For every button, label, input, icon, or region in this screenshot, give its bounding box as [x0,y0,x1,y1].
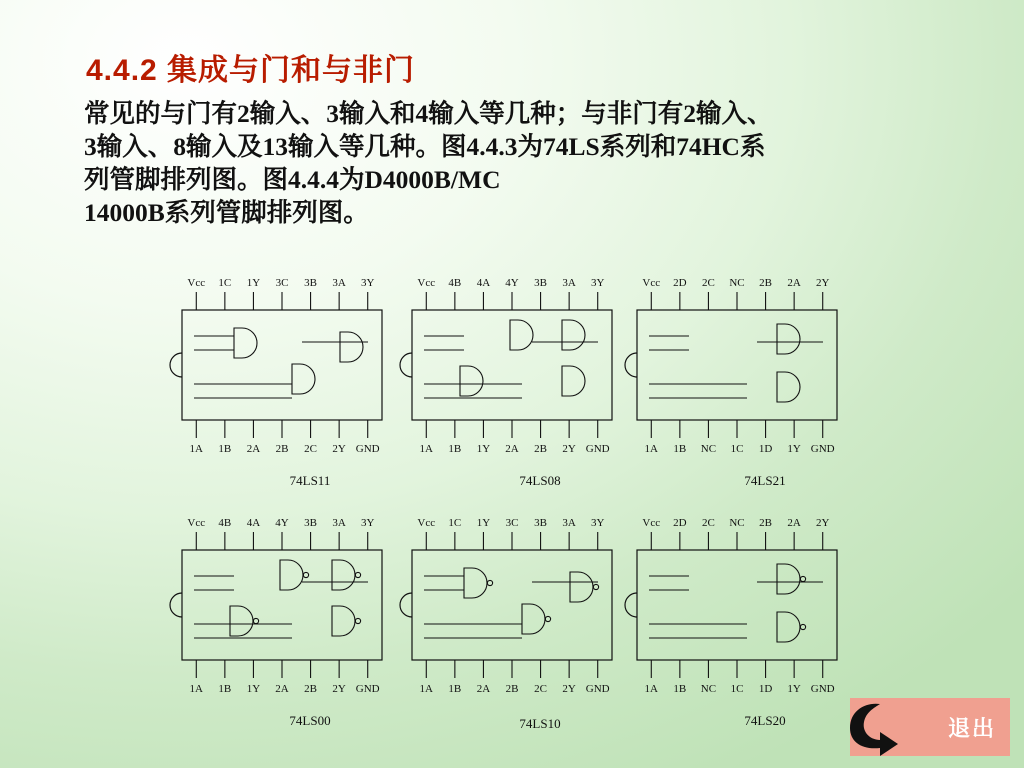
svg-text:2B: 2B [759,517,772,529]
svg-text:GND: GND [585,683,610,695]
svg-text:3C: 3C [505,517,519,529]
svg-text:1Y: 1Y [787,443,801,455]
svg-text:2A: 2A [787,517,801,529]
svg-text:2C: 2C [702,277,715,289]
svg-text:1A: 1A [644,443,659,455]
svg-text:NC: NC [700,683,717,695]
svg-text:1Y: 1Y [476,517,491,529]
svg-text:2Y: 2Y [332,683,346,695]
svg-text:3B: 3B [534,517,547,529]
svg-text:1B: 1B [673,443,687,455]
svg-text:3B: 3B [304,277,317,289]
svg-text:1D: 1D [758,443,773,455]
svg-text:2D: 2D [673,517,687,529]
svg-text:NC: NC [729,517,745,529]
svg-text:2A: 2A [275,683,289,695]
svg-text:1B: 1B [673,683,687,695]
svg-text:1A: 1A [419,443,434,455]
svg-text:2B: 2B [534,443,547,455]
svg-text:2Y: 2Y [562,683,576,695]
svg-text:4Y: 4Y [275,517,289,529]
svg-text:3A: 3A [562,517,576,529]
svg-text:2A: 2A [476,683,491,695]
svg-text:4A: 4A [246,517,261,529]
svg-text:2A: 2A [246,443,261,455]
svg-text:NC: NC [700,443,717,455]
svg-text:3Y: 3Y [360,517,375,529]
chip-caption-74ls11: 74LS11 [289,473,331,488]
svg-text:Vcc: Vcc [417,517,436,529]
svg-text:Vcc: Vcc [642,517,661,529]
svg-text:4Y: 4Y [505,277,519,289]
svg-text:1B: 1B [218,443,232,455]
svg-text:1B: 1B [218,683,232,695]
svg-text:2D: 2D [673,277,687,289]
svg-text:2A: 2A [787,277,801,289]
svg-text:1C: 1C [730,443,744,455]
svg-text:4B: 4B [218,517,232,529]
svg-text:3A: 3A [562,277,576,289]
svg-text:1C: 1C [730,683,744,695]
svg-text:1Y: 1Y [246,683,261,695]
svg-text:1D: 1D [758,683,773,695]
svg-text:3A: 3A [332,517,346,529]
body-line-3: 列管脚排列图。图4.4.4为D4000B/MC [84,165,501,194]
svg-text:2A: 2A [505,443,519,455]
svg-text:3B: 3B [304,517,317,529]
svg-text:2C: 2C [534,683,547,695]
svg-text:2B: 2B [505,683,519,695]
svg-text:GND: GND [355,683,380,695]
svg-text:1Y: 1Y [246,277,261,289]
pinout-diagram-group [0,258,1024,738]
svg-text:2C: 2C [304,443,317,455]
page-title: 4.4.2 集成与门和与非门 [86,54,416,87]
svg-text:2B: 2B [275,443,289,455]
svg-text:GND: GND [355,443,380,455]
svg-text:3B: 3B [534,277,547,289]
svg-text:1Y: 1Y [476,443,491,455]
svg-text:2C: 2C [702,517,715,529]
svg-text:1A: 1A [644,683,659,695]
svg-text:GND: GND [810,683,835,695]
body-text [84,97,964,229]
svg-text:4A: 4A [476,277,491,289]
chip-diagram-74ls21 [615,258,915,488]
chip-diagram-74ls20 [615,498,915,728]
svg-text:Vcc: Vcc [642,277,661,289]
svg-text:NC: NC [729,277,745,289]
svg-text:1C: 1C [448,517,462,529]
svg-text:2B: 2B [304,683,317,695]
svg-text:1A: 1A [189,443,204,455]
svg-text:1A: 1A [419,683,434,695]
body-line-2: 3输入、8输入及13输入等几种。图4.4.3为74LS系列和74HC系 [84,132,766,161]
exit-button-label: 退出 [947,715,996,741]
svg-text:GND: GND [810,443,835,455]
chip-caption-74ls08: 74LS08 [519,473,561,488]
chip-caption-74ls21: 74LS21 [744,473,786,488]
svg-text:4B: 4B [448,277,462,289]
chip-caption-74ls00: 74LS00 [289,713,331,728]
svg-text:1Y: 1Y [787,683,801,695]
svg-text:Vcc: Vcc [187,277,206,289]
svg-text:2Y: 2Y [815,277,830,289]
svg-text:GND: GND [585,443,610,455]
body-line-4: 14000B系列管脚排列图。 [84,198,369,227]
svg-text:3Y: 3Y [590,517,605,529]
svg-text:1C: 1C [218,277,232,289]
svg-text:2Y: 2Y [332,443,346,455]
svg-text:3Y: 3Y [360,277,375,289]
svg-text:2B: 2B [759,277,772,289]
chip-caption-74ls20: 74LS20 [744,713,786,728]
svg-text:Vcc: Vcc [187,517,206,529]
svg-text:3C: 3C [275,277,289,289]
exit-button[interactable] [850,698,1010,756]
svg-text:1B: 1B [448,683,462,695]
svg-text:1B: 1B [448,443,462,455]
svg-text:2Y: 2Y [815,517,830,529]
body-line-1: 常见的与门有2输入、3输入和4输入等几种；与非门有2输入、 [84,99,773,128]
svg-text:3A: 3A [332,277,346,289]
svg-text:3Y: 3Y [590,277,605,289]
svg-text:Vcc: Vcc [417,277,436,289]
hand-pointer-icon [844,698,910,760]
svg-text:2Y: 2Y [562,443,576,455]
chip-caption-74ls10: 74LS10 [519,716,561,731]
svg-text:1A: 1A [189,683,204,695]
